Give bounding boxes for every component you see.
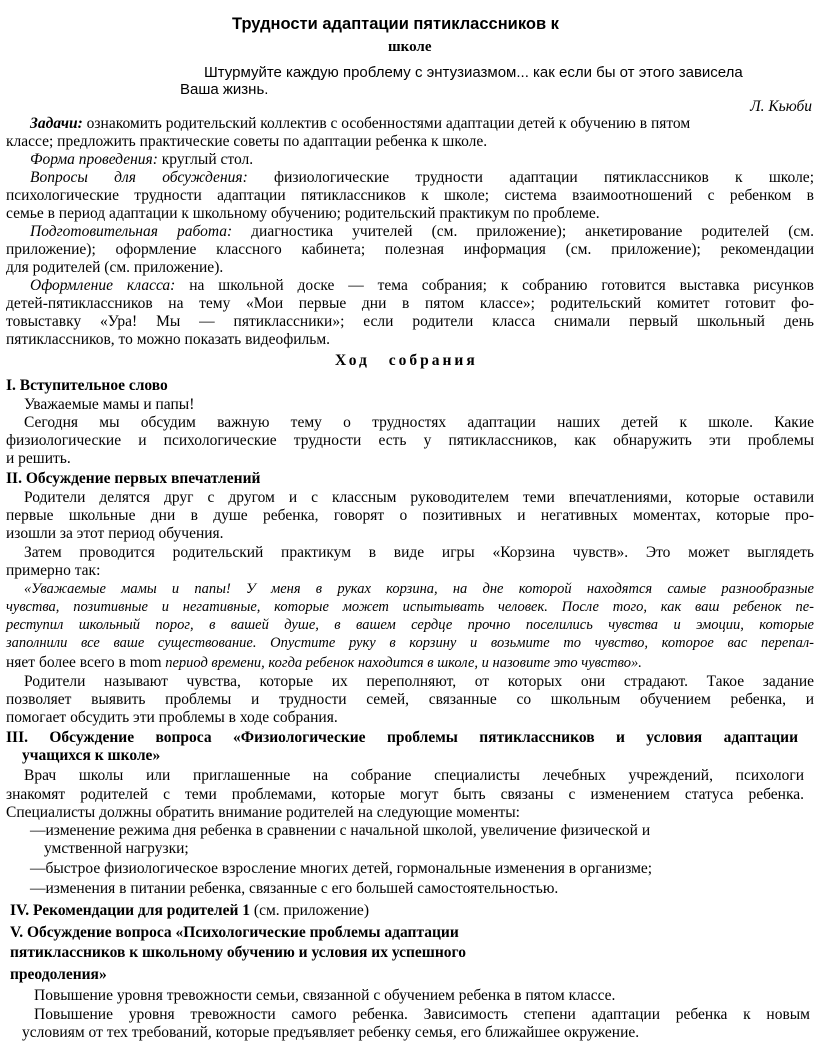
meeting-heading: Ход собрания [335,352,478,369]
form-label: Форма проведения: [30,151,158,168]
title-line-1: Трудности адаптации пятиклассников к [232,15,559,33]
questions-label: Вопросы для обсуждения: [30,169,248,186]
decor-line-4: пятиклассников, то можно показать видеофильм. [6,331,331,348]
tasks-label: Задачи: [30,115,83,132]
prep-line-2: приложение); оформление классного кабинета; полезная информация (см. приложение); рекомендации [6,241,814,258]
section2-p1-line-3: изошли за этот период обучения. [6,525,224,542]
section3-line-1: Врач школы или приглашенные на собрание специалисты лечебных учреждений, психологи [24,767,804,784]
prep-label: Подготовительная работа: [30,223,233,240]
section3-bullet-1-line-2: умственной нагрузки; [44,840,189,857]
section5-line-1: Повышение уровня тревожности семьи, связанной с обучением ребенка в пятом классе. [34,987,616,1004]
tasks-line-1 [30,115,690,133]
prep-line-1 [30,223,814,241]
questions-text: физиологические трудности адаптации пятиклассников к школе; [247,169,814,186]
section2-p3-line-3: помогает обсудить эти проблемы в ходе собрания. [6,709,338,726]
section3-line-2: знакомят родителей с теми проблемами, которые могут быть связаны с изменением статуса ребенка. [6,786,804,803]
section4-heading: IV. Рекомендации для родителей 1 [10,902,251,919]
decor-text: на школьной доске — тема собрания; к собранию готовится выставка рисунков [175,277,814,294]
quote-line-3: реступил школьный порог, в вашей душе, в вашем сердце прочно поселились чувства и эмоции, которые [6,617,814,633]
section3-line-3: Специалисты должны обратить внимание родителей на следующие моменты: [6,804,520,821]
section3-bullet-3: —изменения в питании ребенка, связанные с его большей самостоятельностью. [30,880,559,897]
section5-heading-line-1: V. Обсуждение вопроса «Психологические проблемы адаптации [10,924,459,941]
section5-line-3: условиям от тех требований, которые предъявляет ребенку семья, его ближайшее окружение. [22,1024,640,1041]
questions-line-1 [30,169,814,187]
section3-heading-line-1: III. Обсуждение вопроса «Физиологические проблемы пятиклассников и условия адаптации [6,729,798,746]
section4-note: (см. приложение) [250,902,369,919]
section1-line-1: Уважаемые мамы и папы! [24,396,195,413]
prep-text: диагностика учителей (см. приложение); анкетирование родителей (см. [232,223,814,240]
section2-heading: II. Обсуждение первых впечатлений [6,470,261,487]
form-line [30,151,253,169]
questions-line-2: психологические трудности адаптации пятиклассников к школе; система взаимоотношений с ребенком в [6,187,814,204]
section1-heading: I. Вступительное слово [6,377,168,394]
quote-line-5-end: период времени, когда ребенок находится в школе, и назовите это чувство». [161,655,642,671]
epigraph-line-2: Ваша жизнь. [180,81,269,98]
form-text: круглый стол. [157,151,254,168]
section2-p2-line-2: примерно так: [6,562,101,579]
section3-bullet-1-line-1: —изменение режима дня ребенка в сравнении с начальной школой, увеличение физической и [30,822,651,839]
section5-heading-line-2: пятиклассников к школьному обучению и условия их успешного [10,944,466,961]
epigraph-line-1: Штурмуйте каждую проблему с энтузиазмом... как если бы от этого зависела [204,64,743,81]
tasks-text: ознакомить родительский коллектив с особенностями адаптации детей к обучению в пятом [82,115,691,132]
section1-line-3: физиологические и психологические трудности есть у пятиклассников, как обнаружить эти проблемы [6,432,814,449]
questions-line-3: семье в период адаптации к школьному обучению; родительский практикум по проблеме. [6,205,600,222]
quote-line-1: «Уважаемые мамы и папы! У меня в руках корзина, на дне которой находятся самые разнообразные [24,581,814,597]
section2-p3-line-2: позволяет выявить проблемы и трудности семей, связанные со школьным обучением ребенка, и [6,691,814,708]
section5-heading-line-3: преодоления» [10,966,107,983]
section1-line-4: и решить. [6,450,71,467]
section2-p1-line-2: первые школьные дни в душе ребенка, говорят о позитивных и негативных моментах, которые про- [6,507,814,524]
quote-line-5-start: няет более всего в mom [6,654,162,671]
prep-line-3: для родителей (см. приложение). [6,259,224,276]
section4-line [10,902,369,920]
decor-line-1 [30,277,814,295]
tasks-line-2: классе; предложить практические советы по адаптации ребенка к школе. [6,133,488,150]
section1-line-2: Сегодня мы обсудим важную тему о трудностях адаптации наших детей к школе. Какие [24,414,814,431]
decor-line-2: детей-пятиклассников на тему «Мои первые дни в пятом классе»; родительский комитет готовит фо- [6,295,814,312]
quote-line-2: чувства, позитивные и негативные, которые может испытывать человек. После того, как ваш ребенок пе- [6,599,814,615]
decor-line-3: товыставку «Ура! Мы — пятиклассники»; если родители класса снимали первый школьный день [6,313,814,330]
section2-p2-line-1: Затем проводится родительский практикум в виде игры «Корзина чувств». Это может выглядеть [24,544,814,561]
epigraph-author: Л. Кьюби [750,98,812,115]
decor-label: Оформление класса: [30,277,176,294]
section5-line-2: Повышение уровня тревожности самого ребенка. Зависимость степени адаптации ребенка к новым [34,1006,810,1023]
section2-p3-line-1: Родители называют чувства, которые их переполняют, от которых они страдают. Такое задание [24,673,814,690]
title-line-2: школе [388,39,432,55]
quote-line-5 [6,654,642,672]
section2-p1-line-1: Родители делятся друг с другом и с классным руководителем теми впечатлениями, которые оставили [24,489,814,506]
section3-bullet-2: —быстрое физиологическое взросление многих детей, гормональные изменения в организме; [30,860,653,877]
quote-line-4: заполнили все ваше существование. Опустите руку в корзину и возьмите то чувство, которое вас перепал- [6,635,814,651]
section3-heading-line-2: учащихся к школе» [22,747,161,764]
